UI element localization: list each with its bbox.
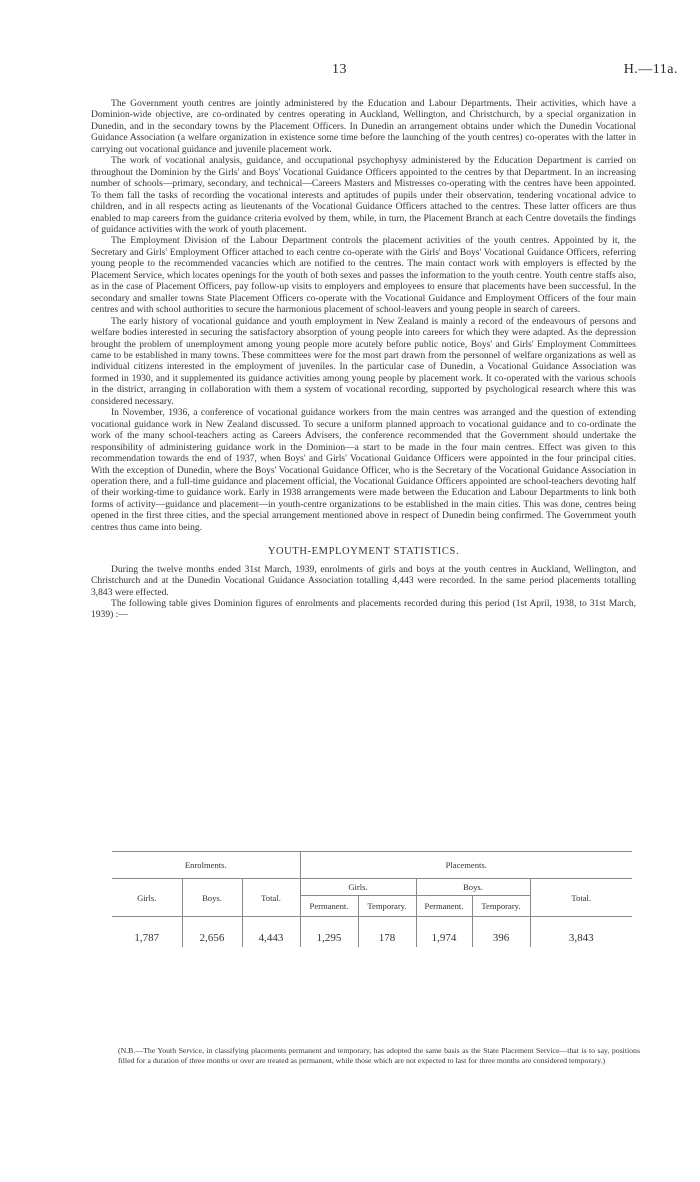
statistics-table	[112, 851, 632, 947]
girls-temporary-header: Temporary.	[358, 896, 416, 917]
enrolments-total-header: Total.	[242, 879, 300, 917]
body-text	[91, 98, 636, 621]
enrolments-boys-header: Boys.	[182, 879, 242, 917]
placements-total-value: 3,843	[568, 932, 594, 944]
paragraph: The Government youth centres are jointly administered by the Education and Labour Departments. Their activities, which have a Dominion-wide objective, are co-ordinated by centres operating in Auckland, Wellington, and Christchurch, by a special organization in Dunedin, and in the secondary towns by the Placement Officers. In Dunedin an arrangement obtains under which the Dunedin Vocational Guidance Association (a welfare organization in existence some time before the launching of the youth centres) co-operates with the latter in carrying out vocational guidance and juvenile placement work.	[91, 98, 636, 155]
section-heading: YOUTH-EMPLOYMENT STATISTICS.	[267, 546, 460, 558]
girls-permanent-header: Permanent.	[300, 896, 358, 917]
placements-girls-header: Girls.	[300, 879, 416, 896]
table-row	[112, 929, 632, 947]
enrolments-boys-value: 2,656	[182, 929, 242, 947]
document-reference: H.—11a.	[623, 62, 678, 77]
placements-group-header: Placements.	[300, 852, 632, 879]
footnote: (N.B.—The Youth Service, in classifying placements permanent and temporary, has adopted the same basis as the State Placement Service—that is to say, positions filled for a duration of three months or over are treated as permanent, while those which are not expected to last for three months are considered temporary.)	[118, 1046, 640, 1065]
enrolments-total-value: 4,443	[242, 929, 300, 947]
girls-temporary-value: 178	[358, 929, 416, 947]
placements-boys-header: Boys.	[416, 879, 530, 896]
paragraph: In November, 1936, a conference of vocational guidance workers from the main centres was arranged and the question of extending vocational guidance work in New Zealand discussed. To secure a uniform planned approach to vocational guidance and to co-ordinate the work of the many school-teachers acting as Careers Advisers, the conference recommended that the Government should undertake the responsibility of administering guidance work in the Dominion—a start to be made in the four main centres. Effect was given to this recommendation towards the end of 1937, when Boys' and Girls' Vocational Guidance Officers were appointed in the four principal cities. With the exception of Dunedin, where the Boys' Vocational Guidance Officer, who is the Secretary of the Vocational Guidance Association in operation there, and a full-time guidance and placement official, the Vocational Guidance Officers appointed are school-teachers devoting half of their working-time to guidance work. Early in 1938 arrangements were made between the Education and Labour Departments to link both forms of activity—guidance and placement—in youth-centre organizations to be established in the main cities. This was done, centres being opened in the first three cities, and the special arrangement mentioned above in respect of Dunedin being confirmed. The Government youth centres thus came into being.	[91, 407, 636, 533]
boys-temporary-header: Temporary.	[472, 896, 530, 917]
boys-permanent-value: 1,974	[416, 929, 472, 947]
paragraph: The work of vocational analysis, guidance, and occupational psychophysy administered by the Education Department is carried on throughout the Dominion by the Girls' and Boys' Vocational Guidance Officers appointed to the centres by that Department. In an increasing number of schools—primary, secondary, and technical—Careers Masters and Mistresses co-operating with the centres have been appointed. To them fall the tasks of recording the vocational interests and aptitudes of pupils under their observation, tendering vocational advice to children, and in all respects acting as lieutenants of the Vocational Guidance Officers attached to the centres. These latter officers are thus enabled to map careers from the guidance criteria evolved by them, while, in turn, the Placement Branch at each Centre dovetails the findings of guidance activities with the work of youth placement.	[91, 155, 636, 235]
placements-total-header: Total.	[530, 879, 632, 917]
paragraph: During the twelve months ended 31st March, 1939, enrolments of girls and boys at the youth centres in Auckland, Wellington, and Christchurch and at the Dunedin Vocational Guidance Association totalling 4,443 were recorded. In the same period placements totalling 3,843 were effected.	[91, 563, 636, 598]
paragraph: The following table gives Dominion figures of enrolments and placements recorded during this period (1st April, 1938, to 31st March, 1939) :—	[91, 598, 636, 621]
enrolments-girls-value: 1,787	[112, 929, 182, 947]
paragraph: The early history of vocational guidance and youth employment in New Zealand is mainly a record of the endeavours of persons and welfare bodies interested in securing the satisfactory absorption of young people into careers for which they were adapted. As the depression brought the problem of unemployment among young people more acutely before public notice, Boys' and Girls' Employment Committees came to be established in many towns. These committees were for the most part drawn from the personnel of welfare organizations as well as individual citizens interested in the employment of juveniles. In the particular case of Dunedin, a Vocational Guidance Association was formed in 1930, and it supplemented its guidance activities among young people by placement work. It co-operated with the various schools in the district, arranging in collaboration with them a system of vocational recording, supported by psychological research where this was considered necessary.	[91, 315, 636, 407]
enrolments-group-header: Enrolments.	[112, 852, 300, 879]
boys-permanent-header: Permanent.	[416, 896, 472, 917]
page-number: 13	[332, 62, 347, 77]
girls-permanent-value: 1,295	[300, 929, 358, 947]
boys-temporary-value: 396	[472, 929, 530, 947]
enrolments-girls-header: Girls.	[112, 879, 182, 917]
paragraph: The Employment Division of the Labour Department controls the placement activities of the youth centres. Appointed by it, the Secretary and Girls' Employment Officer attached to each centre co-operate with the Girls' and Boys' Vocational Guidance Officers, referring young people to the recommended vacancies which are notified to the centres. The main contact work with employers is effected by the Placement Service, which locates openings for the youth of both sexes and passes the information to the youth centre. Youth centre staffs also, as in the case of Placement Officers, pay follow-up visits to employers and employees to ensure that placements have been successful. In the secondary and smaller towns State Placement Officers co-operate with the Vocational Guidance and Employment Officers of the four main centres and with school authorities to secure the harmonious placement of school-leavers and young people in search of careers.	[91, 235, 636, 316]
